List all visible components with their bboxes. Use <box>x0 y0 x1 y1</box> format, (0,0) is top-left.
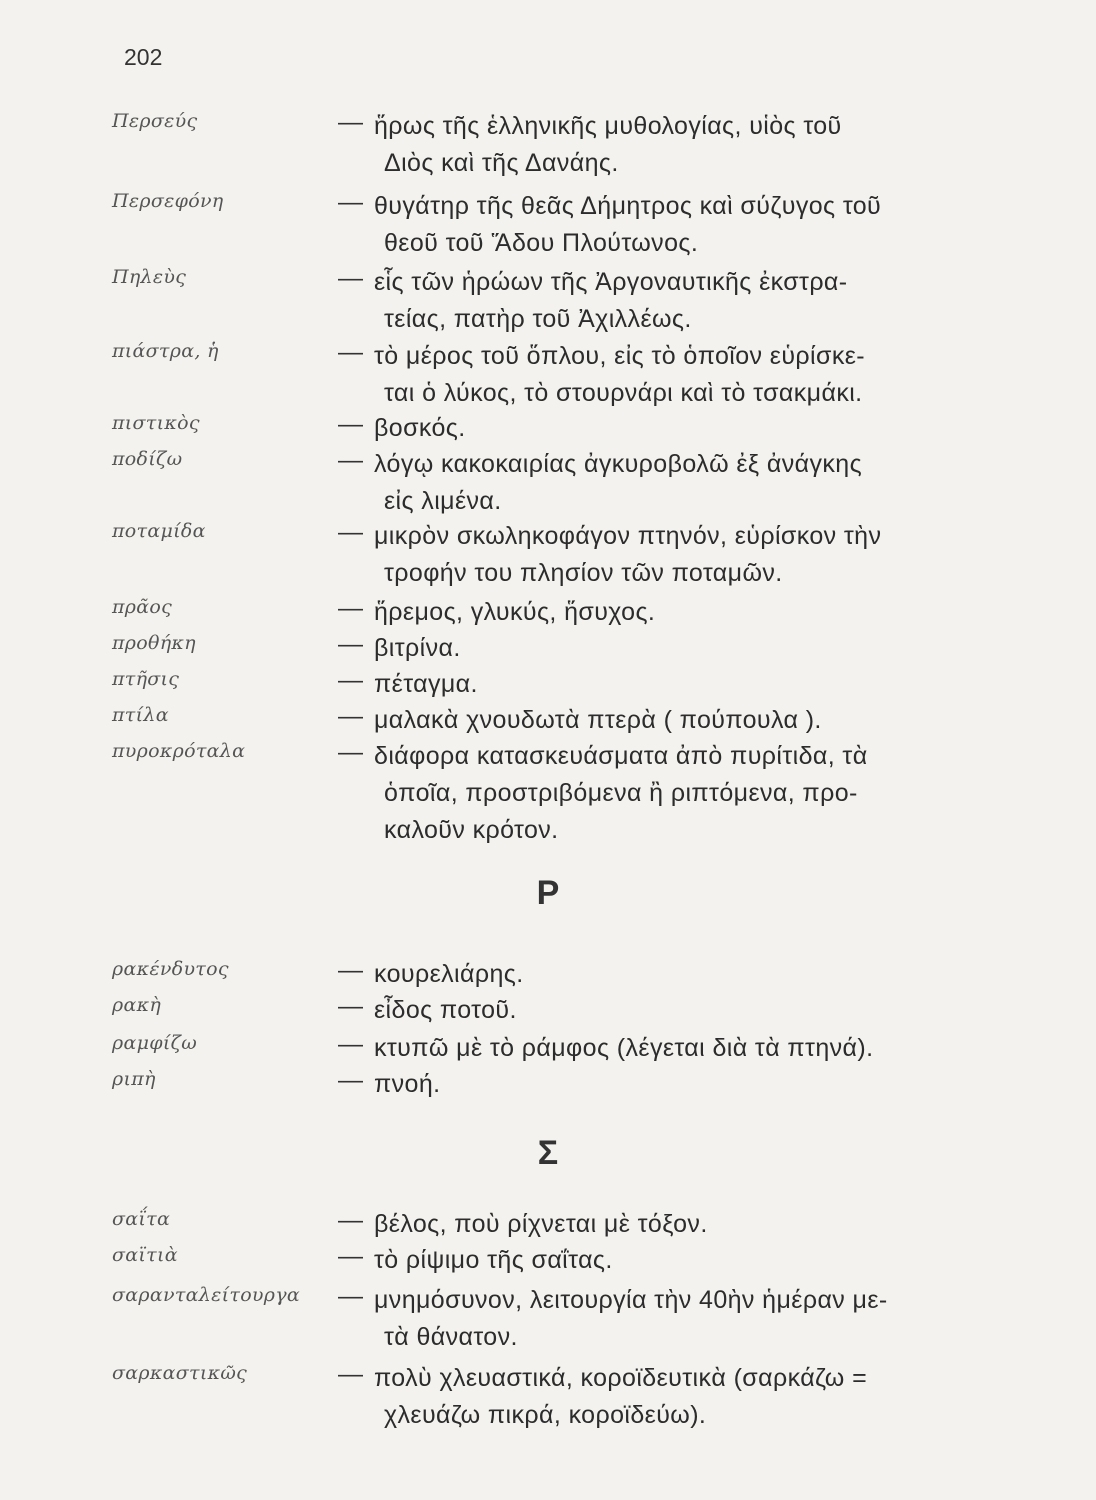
entry-dash: — <box>338 338 363 366</box>
entry-term: ραμφίζω <box>112 1032 197 1054</box>
entry-dash: — <box>338 1030 363 1058</box>
entry-definition <box>374 338 865 412</box>
entry-dash: — <box>338 666 363 694</box>
entry-dash: — <box>338 188 363 216</box>
entry-dash: — <box>338 956 363 984</box>
entry-definition <box>374 188 881 262</box>
definition-line: μνημόσυνον, λειτουργία τὴν 40ὴν ἡμέραν με- <box>374 1286 888 1314</box>
entry-term: πρᾶος <box>112 596 173 618</box>
definition-line: ται ὁ λύκος, τὸ στουρνάρι καὶ τὸ τσακμάκι. <box>384 379 863 407</box>
definition-line: τὰ θάνατον. <box>384 1323 518 1351</box>
entry-definition <box>374 594 655 631</box>
definition-line: τὸ ρίψιμο τῆς σαΐτας. <box>374 1246 613 1274</box>
entry-dash: — <box>338 992 363 1020</box>
definition-line: κτυπῶ μὲ τὸ ράμφος (λέγεται διὰ τὰ πτηνά). <box>374 1034 874 1062</box>
entry-definition <box>374 956 524 993</box>
entry-term: σαρκαστικῶς <box>112 1362 248 1384</box>
entry-term: ποδίζω <box>112 448 183 470</box>
definition-line: βιτρίνα. <box>374 634 461 662</box>
entry-definition <box>374 992 517 1029</box>
definition-line: τείας, πατὴρ τοῦ Ἀχιλλέως. <box>384 305 692 333</box>
definition-line: ἥρως τῆς ἑλληνικῆς μυθολογίας, υἱὸς τοῦ <box>374 112 842 140</box>
entry-dash: — <box>338 702 363 730</box>
entry-definition <box>374 1030 873 1067</box>
definition-line: εἰς λιμένα. <box>384 487 502 515</box>
entry-term: πτῆσις <box>112 668 180 690</box>
definition-line: πνοή. <box>374 1070 441 1098</box>
entry-dash: — <box>338 1242 363 1270</box>
definition-line: μικρὸν σκωληκοφάγον πτηνόν, εὑρίσκον τὴν <box>374 522 882 550</box>
entry-definition <box>374 1206 708 1243</box>
entry-term: πιστικὸς <box>112 412 200 434</box>
entry-definition <box>374 666 478 703</box>
definition-line: καλοῦν κρότον. <box>384 816 559 844</box>
entry-definition <box>374 518 881 592</box>
entry-term: σαρανταλείτουργα <box>112 1284 301 1306</box>
entry-term: Περσεύς <box>112 110 198 132</box>
section-letter-s: Σ <box>537 1134 559 1172</box>
entry-definition <box>374 630 461 667</box>
definition-line: τροφήν του πλησίον τῶν ποταμῶν. <box>384 559 783 587</box>
entry-dash: — <box>338 446 363 474</box>
entry-definition <box>374 1066 441 1103</box>
entry-dash: — <box>338 1282 363 1310</box>
entry-dash: — <box>338 738 363 766</box>
definition-line: χλευάζω πικρά, κοροϊδεύω). <box>384 1401 707 1429</box>
entry-definition <box>374 108 842 182</box>
entry-dash: — <box>338 594 363 622</box>
entry-dash: — <box>338 108 363 136</box>
entry-term: Περσεφόνη <box>112 190 224 212</box>
entry-term: σαΐτα <box>112 1208 171 1230</box>
entry-term: σαϊτιὰ <box>112 1244 178 1266</box>
definition-line: θεοῦ τοῦ Ἅδου Πλούτωνος. <box>384 229 699 257</box>
entry-dash: — <box>338 1206 363 1234</box>
definition-line: πολὺ χλευαστικά, κοροϊδευτικὰ (σαρκάζω = <box>374 1364 868 1392</box>
entry-definition <box>374 1282 888 1356</box>
entry-dash: — <box>338 410 363 438</box>
definition-line: διάφορα κατασκευάσματα ἀπὸ πυρίτιδα, τὰ <box>374 742 868 770</box>
page-number: 202 <box>124 44 163 70</box>
entry-definition <box>374 264 848 338</box>
definition-line: ἥρεμος, γλυκύς, ἥσυχος. <box>374 598 656 626</box>
entry-term: πτίλα <box>112 704 169 726</box>
entry-term: ρακὴ <box>112 994 162 1016</box>
entry-term: πιάστρα, ἡ <box>112 340 219 362</box>
entry-term: ριπὴ <box>112 1068 156 1090</box>
definition-line: εἶδος ποτοῦ. <box>374 996 517 1024</box>
entry-term: Πηλεὺς <box>112 266 187 288</box>
entry-definition <box>374 1360 867 1434</box>
entry-definition <box>374 410 466 447</box>
section-letter-r: Ρ <box>536 874 560 912</box>
definition-line: πέταγμα. <box>374 670 478 698</box>
entry-term: ρακένδυτος <box>112 958 229 980</box>
definition-line: κουρελιάρης. <box>374 960 524 988</box>
entry-definition <box>374 1242 613 1279</box>
definition-line: εἷς τῶν ἡρώων τῆς Ἀργοναυτικῆς ἐκστρα- <box>374 268 848 296</box>
definition-line: Διὸς καὶ τῆς Δανάης. <box>384 149 619 177</box>
definition-line: τὸ μέρος τοῦ ὅπλου, εἰς τὸ ὁποῖον εὑρίσκε- <box>374 342 865 370</box>
definition-line: μαλακὰ χνουδωτὰ πτερὰ ( πούπουλα ). <box>374 706 822 734</box>
definition-line: λόγῳ κακοκαιρίας ἀγκυροβολῶ ἐξ ἀνάγκης <box>374 450 863 478</box>
entry-definition <box>374 738 868 849</box>
entry-dash: — <box>338 1360 363 1388</box>
entry-term: ποταμίδα <box>112 520 206 542</box>
entry-dash: — <box>338 264 363 292</box>
definition-line: ὁποῖα, προστριβόμενα ἢ ριπτόμενα, προ- <box>384 779 858 807</box>
entry-definition <box>374 446 862 520</box>
definition-line: θυγάτηρ τῆς θεᾶς Δήμητρος καὶ σύζυγος τοῦ <box>374 192 882 220</box>
definition-line: βοσκός. <box>374 414 466 442</box>
definition-line: βέλος, ποὺ ρίχνεται μὲ τόξον. <box>374 1210 708 1238</box>
entry-dash: — <box>338 518 363 546</box>
entry-term: προθήκη <box>112 632 196 654</box>
entry-dash: — <box>338 1066 363 1094</box>
entry-definition <box>374 702 822 739</box>
entry-term: πυροκρόταλα <box>112 740 246 762</box>
entry-dash: — <box>338 630 363 658</box>
